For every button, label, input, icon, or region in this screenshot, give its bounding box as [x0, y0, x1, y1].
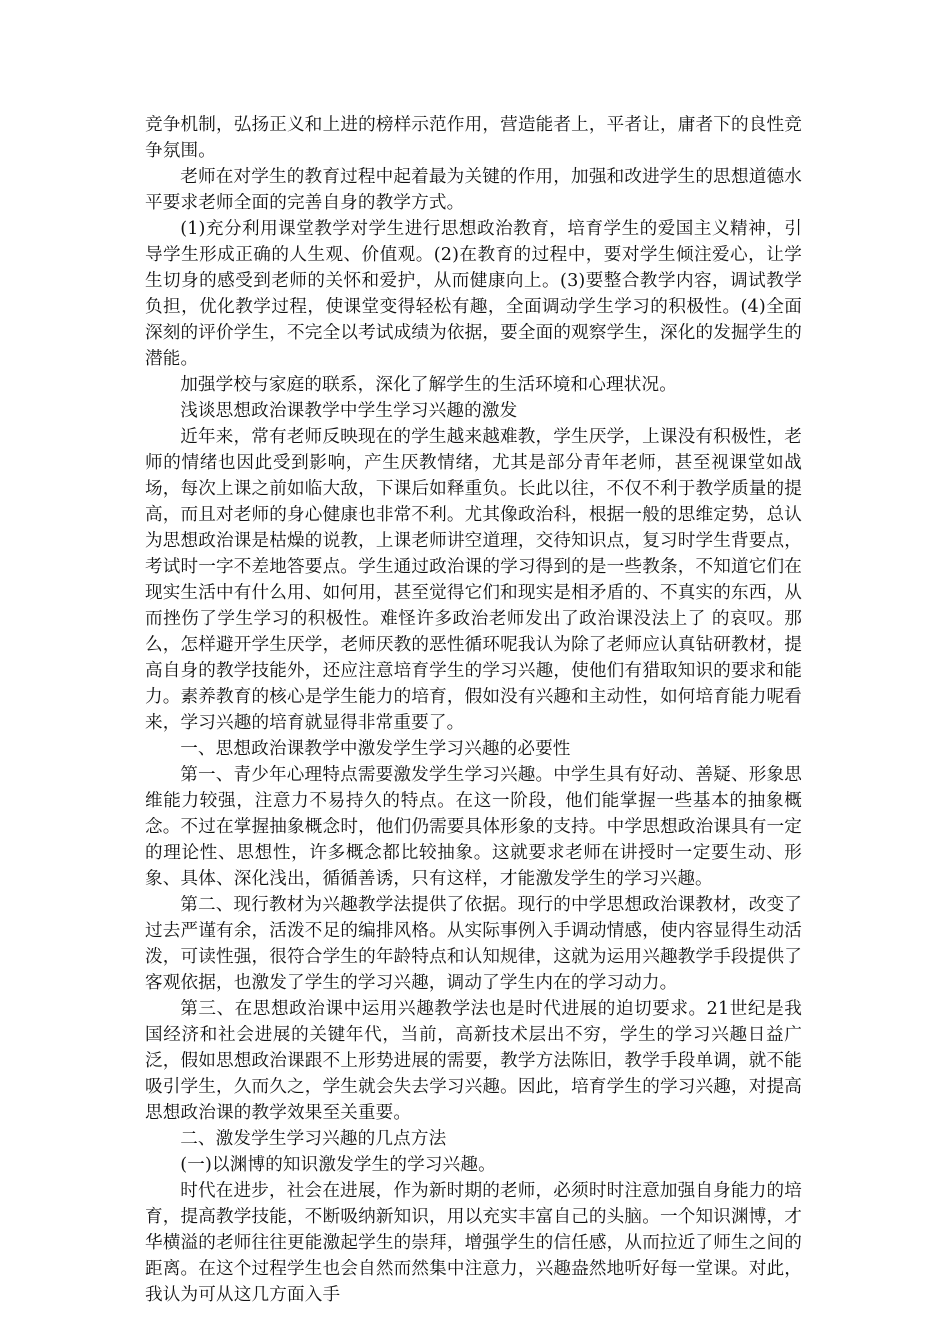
paragraph-third-point: 第三、在思想政治课中运用兴趣教学法也是时代进展的迫切要求。21世纪是我国经济和社会进展的关键年代，当前，高新技术层出不穷，学生的学习兴趣日益广泛，假如思想政治课跟不上形势进展的需要，教学方法陈旧，教学手段单调，就不能吸引学生，久而久之，学生就会失去学习兴趣。因此，培育学生的学习兴趣，对提高思想政治课的教学效果至关重要。: [145, 999, 802, 1123]
paragraph-2: 老师在对学生的教育过程中起着最为关键的作用，加强和改进学生的思想道德水平要求老师全面的完善自身的教学方式。: [145, 167, 802, 213]
article-title: 浅谈思想政治课教学中学生学习兴趣的激发: [180, 401, 518, 421]
paragraph-4: 加强学校与家庭的联系，深化了解学生的生活环境和心理状况。: [180, 375, 678, 395]
paragraph-second-point: 第二、现行教材为兴趣教学法提供了依据。现行的中学思想政治课教材，改变了过去严谨有余，活泼不足的编排风格。从实际事例入手调动情感，使内容显得生动活泼，可读性强，很符合学生的年龄特点和认知规律，这就为运用兴趣教学手段提供了客观依据，也激发了学生的学习兴趣，调动了学生内在的学习动力。: [145, 895, 802, 993]
paragraph-knowledge: 时代在进步，社会在进展，作为新时期的老师，必须时时注意加强自身能力的培育，提高教学技能，不断吸纳新知识，用以充实丰富自己的头脑。一个知识渊博，才华横溢的老师往往更能激起学生的崇拜，增强学生的信任感，从而拉近了师生之间的距离。在这个过程学生也会自然而然集中注意力，兴趣盎然地听好每一堂课。对此，我认为可从这几方面入手: [145, 1181, 802, 1305]
paragraph-intro: 近年来，常有老师反映现在的学生越来越难教，学生厌学，上课没有积极性，老师的情绪也因此受到影响，产生厌教情绪，尤其是部分青年老师，甚至视课堂如战场，每次上课之前如临大敌，下课后如释重负。长此以往，不仅不利于教学质量的提高，而且对老师的身心健康也非常不利。尤其像政治科，根据一般的思维定势，总认为思想政治课是枯燥的说教，上课老师讲空道理，交待知识点，复习时学生背要点，考试时一字不差地答要点。学生通过政治课的学习得到的是一些教条，不知道它们在现实生活中有什么用、如何用，甚至觉得它们和现实是相矛盾的、不真实的东西，从而挫伤了学生学习的积极性。难怪许多政治老师发出了政治课没法上了 的哀叹。那么，怎样避开学生厌学，老师厌教的恶性循环呢我认为除了老师应认真钻研教材，提高自身的教学技能外，还应注意培育学生的学习兴趣，使他们有猎取知识的要求和能力。素养教育的核心是学生能力的培育，假如没有兴趣和主动性，如何培育能力呢看来，学习兴趣的培育就显得非常重要了。: [145, 427, 802, 733]
subsection-heading-1: (一)以渊博的知识激发学生的学习兴趣。: [180, 1155, 496, 1175]
document-body: [145, 112, 802, 1308]
paragraph-3: (1)充分利用课堂教学对学生进行思想政治教育，培育学生的爱国主义精神，引导学生形成正确的人生观、价值观。(2)在教育的过程中，要对学生倾注爱心，让学生切身的感受到老师的关怀和爱护，从而健康向上。(3)要整合教学内容，调试教学负担，优化教学过程，使课堂变得轻松有趣，全面调动学生学习的积极性。(4)全面深刻的评价学生，不完全以考试成绩为依据，要全面的观察学生，深化的发掘学生的潜能。: [145, 219, 802, 369]
section-heading-1: 一、思想政治课教学中激发学生学习兴趣的必要性: [180, 739, 571, 759]
section-heading-2: 二、激发学生学习兴趣的几点方法: [180, 1129, 447, 1149]
paragraph-1: 竞争机制，弘扬正义和上进的榜样示范作用，营造能者上，平者让，庸者下的良性竞争氛围。: [145, 115, 802, 161]
paragraph-first-point: 第一、青少年心理特点需要激发学生学习兴趣。中学生具有好动、善疑、形象思维能力较强，注意力不易持久的特点。在这一阶段，他们能掌握一些基本的抽象概念。不过在掌握抽象概念时，他们仍需要具体形象的支持。中学思想政治课具有一定的理论性、思想性，许多概念都比较抽象。这就要求老师在讲授时一定要生动、形象、具体、深化浅出，循循善诱，只有这样，才能激发学生的学习兴趣。: [145, 765, 802, 889]
